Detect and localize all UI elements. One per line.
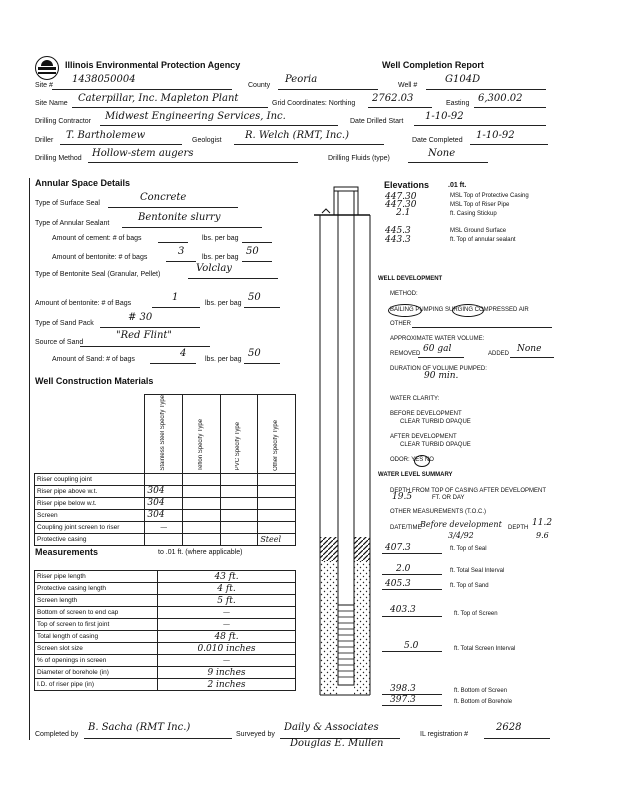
development-methods: BAILING PUMPING SURGING COMPRESSED AIR (390, 307, 529, 313)
date-completed-value: 1-10-92 (476, 130, 515, 141)
method-label: Drilling Method (35, 155, 82, 162)
table-row: Protective casing length 4 ft. (35, 583, 296, 595)
date2-value: 3/4/92 (448, 531, 474, 540)
screen-top-label: ft. Top of Screen (454, 611, 498, 617)
bailing-circle (388, 304, 422, 317)
before-label: BEFORE DEVELOPMENT (390, 411, 462, 417)
borehole-bottom-value: 397.3 (390, 695, 416, 705)
col-teflon: Teflon Specify Type (197, 418, 204, 471)
annular-sealant-label: Type of Annular Sealant (35, 220, 110, 227)
well-diagram (308, 185, 378, 715)
sand-top-label: ft. Top of Sand (450, 583, 489, 589)
depth-label: DEPTH FROM TOP OF CASING AFTER DEVELOPMENT (390, 488, 547, 494)
screen-interval-value: 5.0 (404, 641, 419, 651)
driller-label: Driller (35, 137, 54, 144)
approx-volume-label: APPROXIMATE WATER VOLUME: (390, 336, 485, 342)
development-title: WELL DEVELOPMENT (378, 276, 443, 282)
completed-label: Completed by (35, 731, 79, 738)
col-other: Other Specify Type (273, 419, 280, 471)
amount-bentonite-bags: 1 (172, 292, 179, 303)
agency-logo (35, 56, 59, 80)
water-level-label: WATER LEVEL SUMMARY (378, 472, 453, 478)
sand-pack-label: Type of Sand Pack (35, 320, 94, 327)
table-row: Coupling joint screen to riser — (35, 521, 296, 533)
depth-unit: FT. OR DAY (432, 495, 465, 501)
surveyed-label: Surveyed by (236, 731, 275, 738)
construction-title: Well Construction Materials (35, 376, 154, 386)
sand-source-label: Source of Sand (35, 339, 84, 346)
sand-pack-value: # 30 (128, 312, 153, 323)
site-name-label: Site Name (35, 100, 68, 107)
easting-value: 6,300.02 (478, 93, 523, 104)
depth2-label: DEPTH (508, 525, 529, 531)
surging-circle (452, 304, 484, 317)
added-value: None (517, 344, 542, 354)
ground-label: MSL Ground Surface (450, 228, 507, 234)
seal-interval-label: ft. Total Seal Interval (450, 568, 505, 574)
measurements-subtitle: to .01 ft. (where applicable) (158, 549, 243, 556)
duration-value: 90 min. (424, 371, 459, 381)
bentonite-seal-value: Volclay (196, 263, 232, 274)
well-number: G104D (445, 74, 481, 85)
county-label: County (248, 82, 271, 89)
depth3-value: 9.6 (536, 531, 549, 540)
fluids-value: None (428, 148, 456, 159)
top-riser-label: MSL Top of Riser Pipe (450, 202, 510, 208)
table-row: Riser coupling joint (35, 473, 296, 485)
col-stainless: Stainless Steel Specify Type (160, 395, 167, 471)
surface-seal-label: Type of Surface Seal (35, 200, 100, 207)
stickup-value: 2.1 (396, 208, 411, 218)
top-casing-value: 447.30 (385, 192, 417, 202)
stickup-label: ft. Casing Stickup (450, 211, 497, 217)
sand-lbs-label: lbs. per bag (205, 356, 242, 363)
completed-value: B. Sacha (RMT Inc.) (88, 722, 191, 733)
amount-bentonite-lbs: 50 (248, 292, 261, 303)
table-row: Screen length 5 ft. (35, 595, 296, 607)
table-row: Riser pipe above w.t. 304 (35, 485, 296, 497)
table-row: Total length of casing 48 ft. (35, 631, 296, 643)
site-label: Site # (35, 82, 53, 89)
sand-lbs-value: 50 (248, 348, 261, 359)
registration-label: IL registration # (420, 731, 468, 738)
registration-value: 2628 (496, 722, 522, 733)
bentonite-amt-label: Amount of bentonite: # of bags (52, 254, 148, 261)
date-drilled-value: 1-10-92 (425, 111, 464, 122)
date-completed-label: Date Completed (412, 137, 463, 144)
clarity-label: WATER CLARITY: (390, 396, 440, 402)
elevations-title: Elevations (384, 180, 430, 190)
agency-name: Illinois Environmental Protection Agency (65, 60, 241, 70)
surveyed-name: Douglas E. Mullen (290, 738, 384, 749)
after-opts: CLEAR TURBID OPAQUE (400, 442, 471, 448)
removed-label: REMOVED (390, 351, 421, 357)
measurements-table (34, 570, 296, 691)
added-label: ADDED (488, 351, 510, 357)
bentonite-lbs-value: 50 (246, 246, 259, 257)
sand-amt-label: Amount of Sand: # of bags (52, 356, 135, 363)
screen-top-value: 403.3 (390, 605, 416, 615)
table-row: Riser pipe below w.t. 304 (35, 497, 296, 509)
driller-value: T. Bartholemew (66, 130, 146, 141)
grid-label: Grid Coordinates: Northing (272, 100, 356, 107)
county-value: Peoria (285, 74, 318, 85)
construction-table (34, 394, 296, 546)
table-row: Diameter of borehole (in) 9 inches (35, 667, 296, 679)
bentonite-lbs-label: lbs. per bag (202, 254, 239, 261)
screen-bottom-label: ft. Bottom of Screen (454, 688, 508, 694)
seal-interval-value: 2.0 (396, 564, 411, 574)
easting-label: Easting (446, 100, 470, 107)
sand-top-value: 405.3 (385, 579, 411, 589)
amount-bentonite-label: Amount of bentonite: # of Bags (35, 300, 132, 307)
table-row: % of openings in screen — (35, 655, 296, 667)
surface-seal-value: Concrete (140, 192, 187, 203)
contractor-value: Midwest Engineering Services, Inc. (105, 111, 286, 122)
seal-top-label: ft. Top of Seal (450, 546, 487, 552)
date-drilled-label: Date Drilled Start (350, 118, 404, 125)
before-opts: CLEAR TURBID OPAQUE (400, 419, 471, 425)
bentonite-seal-label: Type of Bentonite Seal (Granular, Pellet) (35, 271, 161, 278)
surveyed-value: Daily & Associates (284, 722, 379, 733)
sand-source-value: "Red Flint" (116, 330, 173, 341)
bentonite-bags-value: 3 (178, 246, 185, 257)
ground-value: 445.3 (385, 226, 411, 236)
annular-top-label: ft. Top of annular sealant (450, 237, 516, 243)
datetime-label: DATE/TIME (390, 525, 422, 531)
well-label: Well # (398, 82, 418, 89)
odor-no-circle (414, 455, 430, 467)
table-row: Protective casing Steel (35, 533, 296, 545)
borehole-bottom-label: ft. Bottom of Borehole (454, 699, 513, 705)
removed-value: 60 gal (423, 344, 452, 354)
depth2-value: 11.2 (532, 518, 553, 528)
method-value: Hollow-stem augers (92, 148, 194, 159)
depth-value: 19.5 (392, 492, 413, 502)
after-label: AFTER DEVELOPMENT (390, 434, 457, 440)
elevations-unit: .01 ft. (448, 182, 467, 189)
table-row: I.D. of riser pipe (in) 2 inches (35, 679, 296, 691)
northing-value: 2762.03 (372, 93, 414, 104)
sand-bags-value: 4 (180, 348, 187, 359)
screen-bottom-value: 398.3 (390, 684, 416, 694)
duration-label: DURATION OF VOLUME PUMPED: (390, 366, 487, 372)
geologist-label: Geologist (192, 137, 222, 144)
site-name-value: Caterpillar, Inc. Mapleton Plant (78, 93, 239, 104)
report-title: Well Completion Report (382, 60, 484, 70)
annular-top-value: 443.3 (385, 235, 411, 245)
screen-interval-label: ft. Total Screen Interval (454, 646, 516, 652)
cement-label: Amount of cement: # of bags (52, 235, 142, 242)
development-method-label: METHOD: (390, 291, 418, 297)
odor-label: ODOR: YES NO (390, 457, 434, 463)
table-row: Top of screen to first joint — (35, 619, 296, 631)
table-row: Bottom of screen to end cap — (35, 607, 296, 619)
annular-title: Annular Space Details (35, 178, 131, 188)
amount-bentonite-lbs-label: lbs. per bag (205, 300, 242, 307)
top-casing-label: MSL Top of Protective Casing (450, 193, 529, 199)
seal-top-value: 407.3 (385, 543, 411, 553)
top-riser-value: 447.30 (385, 200, 417, 210)
table-row: Screen 304 (35, 509, 296, 521)
table-row: Riser pipe length 43 ft. (35, 571, 296, 583)
datetime-value: Before development (420, 520, 502, 529)
table-row: Screen slot size 0.010 inches (35, 643, 296, 655)
other-meas-label: OTHER MEASUREMENTS (T.O.C.) (390, 509, 487, 515)
cement-lbs-label: lbs. per bag (202, 235, 239, 242)
site-number: 1438050004 (72, 74, 136, 85)
measurements-title: Measurements (35, 547, 99, 557)
geologist-value: R. Welch (RMT, Inc.) (245, 130, 349, 141)
development-other-label: OTHER (390, 321, 411, 327)
col-pvc: PVC Specify Type (235, 422, 242, 471)
fluids-label: Drilling Fluids (type) (328, 155, 390, 162)
contractor-label: Drilling Contractor (35, 118, 92, 125)
annular-sealant-value: Bentonite slurry (138, 212, 221, 223)
